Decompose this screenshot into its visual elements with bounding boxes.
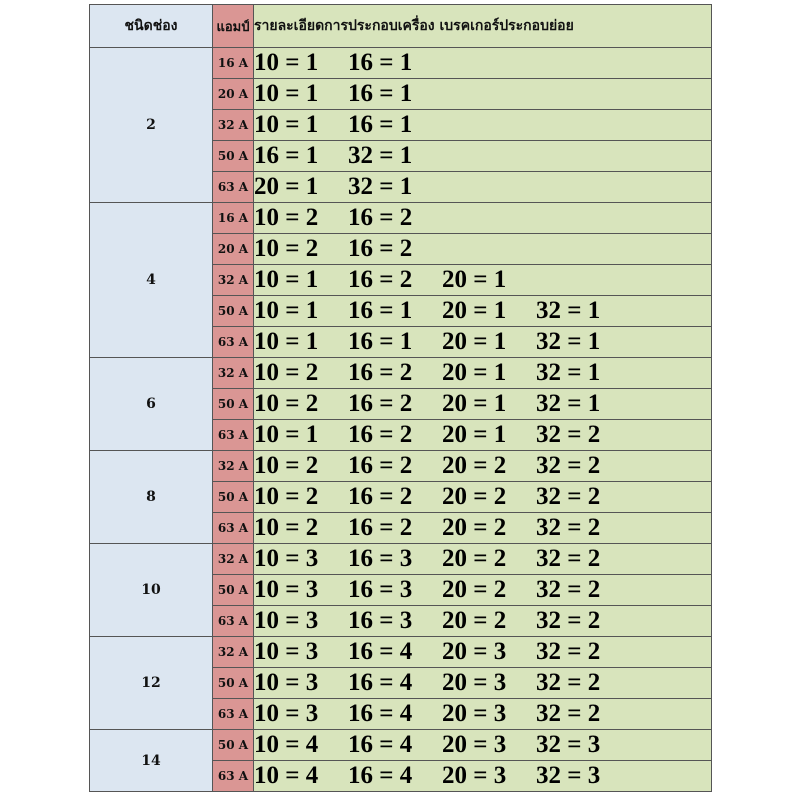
detail-cell [254,110,712,141]
breaker-count: 32 = 2 [536,514,601,541]
slot-type-cell: 12 [90,637,213,730]
header-amp: แอมป์ [213,5,254,48]
breaker-assembly-table [89,4,712,792]
breaker-count: 20 = 3 [442,669,507,696]
breaker-count: 32 = 1 [536,359,601,386]
amp-cell: 32 A [213,358,254,389]
detail-cell [254,203,712,234]
detail-cell [254,141,712,172]
detail-cell [254,420,712,451]
breaker-count: 16 = 4 [348,762,413,789]
breaker-count: 20 = 1 [254,173,319,200]
breaker-count: 16 = 2 [348,514,413,541]
header-type: ชนิดช่อง [90,5,213,48]
header-detail: รายละเอียดการประกอบเครื่อง เบรคเกอร์ประกอบย่อย [254,5,712,48]
breaker-count: 16 = 1 [348,80,413,107]
amp-cell: 32 A [213,265,254,296]
detail-cell [254,265,712,296]
breaker-count: 20 = 1 [442,359,507,386]
breaker-count: 32 = 1 [536,390,601,417]
breaker-count: 32 = 2 [536,452,601,479]
breaker-count: 16 = 1 [254,142,319,169]
breaker-count: 16 = 4 [348,669,413,696]
breaker-count: 10 = 4 [254,731,319,758]
slot-type-cell: 4 [90,203,213,358]
breaker-count: 20 = 3 [442,700,507,727]
detail-cell [254,730,712,761]
table-row [90,637,712,668]
slot-type-cell: 2 [90,48,213,203]
detail-cell [254,482,712,513]
amp-cell: 32 A [213,544,254,575]
breaker-count: 32 = 2 [536,576,601,603]
amp-cell: 16 A [213,203,254,234]
amp-cell: 20 A [213,79,254,110]
amp-cell: 32 A [213,451,254,482]
breaker-count: 16 = 2 [348,483,413,510]
breaker-count: 20 = 2 [442,576,507,603]
breaker-count: 20 = 1 [442,328,507,355]
breaker-count: 10 = 1 [254,111,319,138]
detail-cell [254,637,712,668]
breaker-count: 10 = 3 [254,638,319,665]
breaker-count: 16 = 1 [348,297,413,324]
amp-cell: 63 A [213,420,254,451]
table-row [90,451,712,482]
amp-cell: 50 A [213,730,254,761]
breaker-count: 16 = 4 [348,700,413,727]
breaker-count: 32 = 2 [536,638,601,665]
amp-cell: 50 A [213,575,254,606]
slot-type-cell: 8 [90,451,213,544]
amp-cell: 63 A [213,699,254,730]
table-row [90,730,712,761]
breaker-count: 10 = 1 [254,266,319,293]
amp-cell: 50 A [213,389,254,420]
breaker-count: 16 = 2 [348,235,413,262]
breaker-count: 32 = 3 [536,731,601,758]
breaker-count: 16 = 2 [348,359,413,386]
detail-cell [254,606,712,637]
amp-cell: 32 A [213,637,254,668]
breaker-count: 10 = 2 [254,359,319,386]
breaker-count: 10 = 1 [254,80,319,107]
breaker-count: 20 = 2 [442,545,507,572]
table-row [90,203,712,234]
breaker-count: 32 = 2 [536,483,601,510]
table-row [90,358,712,389]
breaker-count: 10 = 2 [254,483,319,510]
breaker-count: 32 = 2 [536,421,601,448]
breaker-count: 10 = 1 [254,421,319,448]
breaker-count: 20 = 2 [442,452,507,479]
breaker-count: 32 = 2 [536,545,601,572]
breaker-count: 16 = 3 [348,576,413,603]
amp-cell: 63 A [213,761,254,792]
detail-cell [254,79,712,110]
breaker-count: 20 = 3 [442,638,507,665]
table-row [90,48,712,79]
slot-type-cell: 6 [90,358,213,451]
breaker-count: 32 = 2 [536,607,601,634]
breaker-count: 10 = 2 [254,204,319,231]
amp-cell: 50 A [213,668,254,699]
detail-cell [254,575,712,606]
breaker-count: 10 = 2 [254,452,319,479]
detail-cell [254,544,712,575]
breaker-count: 16 = 1 [348,328,413,355]
breaker-count: 10 = 2 [254,514,319,541]
breaker-count: 16 = 1 [348,111,413,138]
amp-cell: 63 A [213,513,254,544]
breaker-count: 32 = 1 [536,297,601,324]
breaker-count: 16 = 4 [348,731,413,758]
breaker-count: 10 = 3 [254,545,319,572]
breaker-count: 32 = 3 [536,762,601,789]
breaker-count: 20 = 2 [442,607,507,634]
header-row [90,5,712,48]
breaker-count: 10 = 3 [254,669,319,696]
breaker-count: 16 = 2 [348,390,413,417]
amp-cell: 20 A [213,234,254,265]
table-row [90,544,712,575]
breaker-count: 20 = 3 [442,731,507,758]
breaker-count: 16 = 1 [348,49,413,76]
breaker-count: 16 = 2 [348,266,413,293]
breaker-count: 10 = 1 [254,49,319,76]
table-body [90,48,712,792]
breaker-count: 20 = 1 [442,297,507,324]
breaker-count: 16 = 4 [348,638,413,665]
amp-cell: 50 A [213,296,254,327]
amp-cell: 50 A [213,482,254,513]
detail-cell [254,389,712,420]
slot-type-cell: 10 [90,544,213,637]
detail-cell [254,172,712,203]
detail-cell [254,234,712,265]
detail-cell [254,761,712,792]
amp-cell: 50 A [213,141,254,172]
breaker-count: 10 = 4 [254,762,319,789]
breaker-count: 32 = 1 [348,173,413,200]
breaker-count: 16 = 2 [348,452,413,479]
breaker-count: 32 = 2 [536,669,601,696]
breaker-count: 10 = 1 [254,328,319,355]
detail-cell [254,48,712,79]
detail-cell [254,327,712,358]
breaker-count: 16 = 2 [348,204,413,231]
breaker-count: 20 = 3 [442,762,507,789]
breaker-count: 20 = 2 [442,514,507,541]
breaker-count: 10 = 1 [254,297,319,324]
amp-cell: 63 A [213,327,254,358]
detail-cell [254,296,712,327]
breaker-count: 32 = 1 [348,142,413,169]
breaker-count: 10 = 3 [254,576,319,603]
amp-cell: 63 A [213,172,254,203]
breaker-count: 20 = 2 [442,483,507,510]
breaker-count: 20 = 1 [442,421,507,448]
detail-cell [254,668,712,699]
breaker-count: 16 = 3 [348,545,413,572]
breaker-count: 10 = 2 [254,390,319,417]
breaker-count: 10 = 2 [254,235,319,262]
detail-cell [254,358,712,389]
breaker-count: 16 = 3 [348,607,413,634]
breaker-count: 32 = 2 [536,700,601,727]
breaker-count: 16 = 2 [348,421,413,448]
slot-type-cell: 14 [90,730,213,792]
breaker-count: 20 = 1 [442,390,507,417]
detail-cell [254,699,712,730]
amp-cell: 32 A [213,110,254,141]
breaker-count: 10 = 3 [254,700,319,727]
breaker-count: 10 = 3 [254,607,319,634]
detail-cell [254,451,712,482]
breaker-count: 20 = 1 [442,266,507,293]
detail-cell [254,513,712,544]
amp-cell: 63 A [213,606,254,637]
amp-cell: 16 A [213,48,254,79]
breaker-count: 32 = 1 [536,328,601,355]
